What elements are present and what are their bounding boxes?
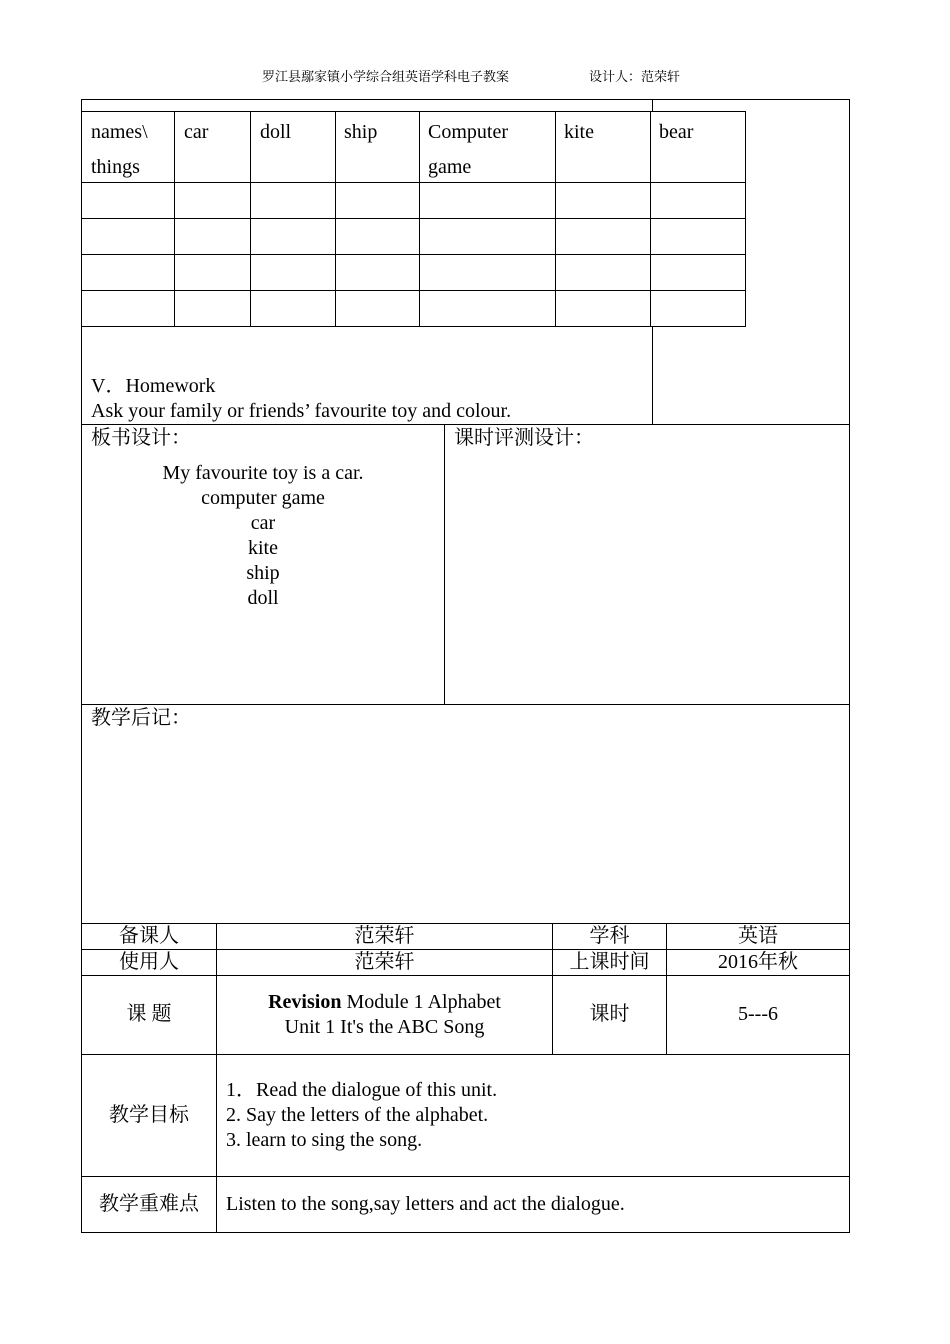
board-design-label: 板书设计： [91, 427, 191, 449]
preparer-label: 备课人 [119, 925, 179, 947]
board-line: My favourite toy is a car. [162, 462, 364, 484]
objective-item: 2. Say the letters of the alphabet. [226, 1104, 489, 1126]
designer-name: 设计人：范荣轩 [589, 69, 681, 84]
topic-line-1 [217, 990, 552, 1015]
objectives-label: 教学目标 [109, 1104, 189, 1126]
key-points-label: 教学重难点 [99, 1193, 199, 1215]
board-line: kite [248, 537, 278, 559]
objective-item: 3. learn to sing the song. [226, 1129, 423, 1151]
subject-value: 英语 [738, 925, 778, 947]
school-title: 罗江县鄢家镇小学综合组英语学科电子教案 [262, 69, 510, 84]
col-header-names-things: names\ things [91, 121, 148, 178]
period-value: 5---6 [738, 1003, 778, 1025]
col-header-computer-game: Computer game [428, 121, 508, 178]
homework-text: Ask your family or friends’ favourite toy and colour. [91, 400, 512, 422]
board-line: computer game [201, 487, 325, 509]
time-label: 上课时间 [569, 951, 650, 973]
user-value: 范荣轩 [354, 951, 415, 973]
time-value: 2016年秋 [718, 951, 798, 973]
assessment-label: 课时评测设计： [454, 427, 594, 449]
user-label: 使用人 [119, 951, 179, 973]
board-line: car [250, 512, 276, 534]
board-line: ship [246, 562, 280, 584]
topic-bold: Revision [268, 991, 342, 1013]
objective-item: 1．Read the dialogue of this unit. [226, 1079, 498, 1101]
col-header-kite: kite [564, 121, 594, 143]
key-points-value: Listen to the song,say letters and act the dialogue. [226, 1193, 625, 1215]
homework-heading: V．Homework [91, 375, 216, 397]
col-header-bear: bear [659, 121, 694, 143]
board-line: doll [247, 587, 279, 609]
col-header-doll: doll [260, 121, 292, 143]
subject-label: 学科 [589, 925, 630, 947]
topic-module: Module 1 Alphabet [346, 991, 501, 1013]
col-header-car: car [184, 121, 209, 143]
preparer-value: 范荣轩 [354, 925, 415, 947]
reflection-label: 教学后记： [91, 707, 191, 729]
period-label: 课时 [589, 1003, 630, 1025]
topic-line-2: Unit 1 It's the ABC Song [284, 1016, 485, 1038]
topic-label: 课 题 [126, 1003, 172, 1025]
col-header-ship: ship [344, 121, 378, 143]
